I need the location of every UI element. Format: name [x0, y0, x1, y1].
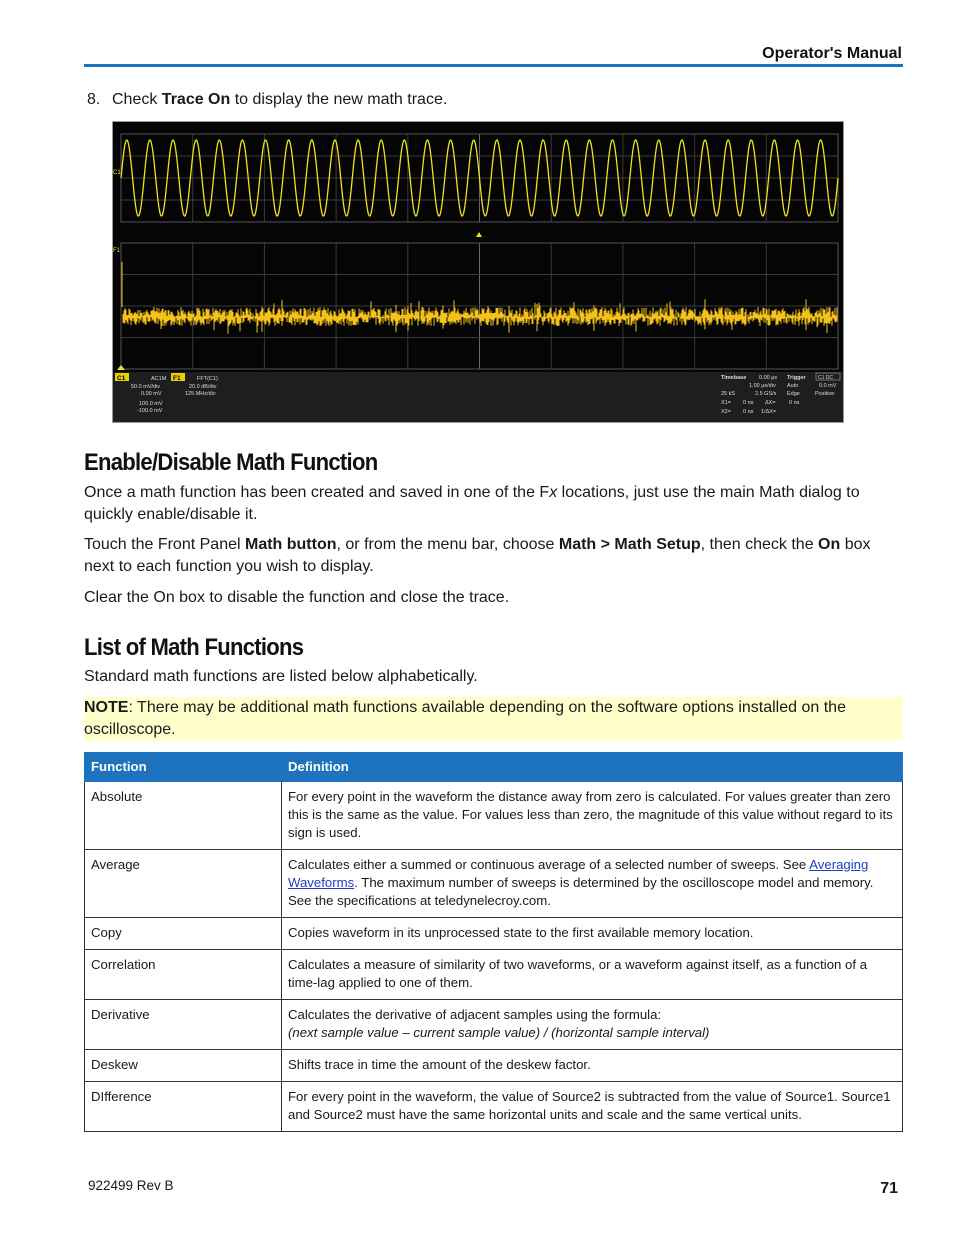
- sample-count: 25 kS: [721, 391, 736, 397]
- note-box: [84, 697, 903, 741]
- table-header-row: [85, 753, 903, 782]
- sample-rate: 2.5 GS/s: [755, 391, 777, 397]
- f1-scale: 20.0 dB/div: [189, 384, 217, 390]
- function-definition: For every point in the waveform, the value of Source2 is subtracted from the value of Source1. Source1 and Source2 must have the same horizontal units and scale and the same vertical units.: [282, 1082, 903, 1132]
- function-name: Copy: [85, 918, 282, 950]
- table-row: [85, 850, 903, 918]
- x2-value: 0 ns: [743, 409, 754, 415]
- f1-name: FFT(C1): [197, 376, 218, 382]
- section-title-enable-disable: Enable/Disable Math Function: [84, 449, 378, 476]
- c1-coupling: AC1M: [151, 376, 167, 382]
- dx-value: 0 ns: [789, 400, 800, 406]
- table-row: [85, 1050, 903, 1082]
- function-name: Deskew: [85, 1050, 282, 1082]
- paragraph-math-setup: [84, 534, 884, 578]
- f1-trace-label: F1: [113, 248, 121, 254]
- step-text-pre: Check: [112, 91, 162, 108]
- derivative-def: Calculates the derivative of adjacent samples using the formula:: [288, 1007, 662, 1022]
- section-title-list-of-math-functions: List of Math Functions: [84, 634, 304, 661]
- x1-value: 0 ns: [743, 400, 754, 406]
- f1-span: 125 MHz/div: [185, 391, 216, 397]
- dx-label: ΔX=: [765, 400, 776, 406]
- c1-scale: 50.0 mV/div: [131, 384, 161, 390]
- function-definition: Copies waveform in its unprocessed state to the first available memory location.: [282, 918, 903, 950]
- inv-dx-label: 1/ΔX=: [761, 409, 777, 415]
- p2-b: Math button: [244, 536, 337, 553]
- column-header-function: Function: [85, 753, 282, 782]
- trigger-type: Edge: [787, 391, 800, 397]
- p2-e: , then check the: [700, 536, 819, 553]
- table-row: [85, 1000, 903, 1050]
- x2-label: X2=: [721, 409, 731, 415]
- table-row: [85, 918, 903, 950]
- table-row: [85, 782, 903, 850]
- trigger-source: C1 DC: [818, 375, 834, 381]
- trigger-marker: [476, 232, 482, 237]
- p2-a: Touch the Front Panel: [84, 536, 245, 553]
- table-row: [85, 1082, 903, 1132]
- manual-title: Operator's Manual: [762, 45, 902, 62]
- derivative-formula: (next sample value – current sample value) / (horizontal sample interval): [288, 1025, 710, 1040]
- function-name: Average: [85, 850, 282, 918]
- step-number: 8.: [87, 91, 101, 108]
- timebase-label: Timebase: [721, 375, 747, 381]
- trigger-slope: Positive: [815, 391, 835, 397]
- table-row: [85, 950, 903, 1000]
- note-label: NOTE: [84, 699, 129, 716]
- function-name: Derivative: [85, 1000, 282, 1050]
- lower-grid: [121, 243, 838, 369]
- c1-offset: 0.00 mV: [141, 391, 162, 397]
- paragraph-intro: Standard math functions are listed below alphabetically.: [84, 668, 478, 685]
- oscilloscope-screenshot: [112, 121, 844, 423]
- p2-d: Math > Math Setup: [558, 536, 701, 553]
- average-def-pre: Calculates either a summed or continuous average of a selected number of sweeps. See: [288, 857, 810, 872]
- averaging-waveforms-link[interactable]: Averaging Waveforms: [288, 857, 869, 890]
- p1-italic: x: [549, 484, 558, 501]
- p1-post: locations, just use the main Math dialog to quickly enable/disable it.: [84, 484, 860, 523]
- header-rule: [84, 64, 903, 67]
- function-definition: Calculates a measure of similarity of two waveforms, or a waveform against itself, as a function of a time-lag applied to one of them.: [282, 950, 903, 1000]
- x1-label: X1=: [721, 400, 731, 406]
- timebase-div: 1.00 µs/div: [749, 383, 776, 389]
- function-name: Absolute: [85, 782, 282, 850]
- function-definition: [282, 850, 903, 918]
- paragraph-fx-locations: [84, 482, 884, 526]
- step-text-bold: Trace On: [161, 91, 231, 108]
- document-number: 922499 Rev B: [88, 1178, 174, 1193]
- trigger-level: 0.0 mV: [819, 383, 837, 389]
- function-name: DIfference: [85, 1082, 282, 1132]
- paragraph-clear-on-box: Clear the On box to disable the function and close the trace.: [84, 589, 510, 606]
- p1-pre: Once a math function has been created and saved in one of the F: [84, 484, 550, 501]
- timebase-delay: 0.00 µs: [759, 375, 778, 381]
- p2-g: box next to each function you wish to display.: [84, 536, 871, 575]
- function-name: Correlation: [85, 950, 282, 1000]
- note-text: : There may be additional math functions available depending on the software options installed on the oscilloscope.: [84, 699, 846, 738]
- average-def-post: . The maximum number of sweeps is determined by the oscilloscope model and memory. See the specifications at teledynelecroy.com.: [288, 875, 874, 908]
- trigger-mode: Auto: [787, 383, 799, 389]
- step-8: [87, 91, 447, 109]
- c1-badge: C1: [117, 375, 126, 382]
- c1-value-2: -100.0 mV: [137, 408, 163, 414]
- page-number: 71: [880, 1180, 898, 1197]
- column-header-definition: Definition: [282, 753, 903, 782]
- p2-c: , or from the menu bar, choose: [336, 536, 559, 553]
- function-definition: [282, 1000, 903, 1050]
- zero-marker: [117, 365, 125, 370]
- function-definition: For every point in the waveform the distance away from zero is calculated. For values greater than zero this is the same as the value. For values less than zero, the magnitude of this value without regard to its sign is used.: [282, 782, 903, 850]
- step-text-post: to display the new math trace.: [230, 91, 448, 108]
- p2-f: On: [818, 536, 841, 553]
- math-functions-table: [84, 752, 903, 1132]
- f1-badge: F1: [173, 375, 181, 382]
- c1-trace-label: C1: [113, 170, 121, 176]
- trigger-label: Trigger: [787, 375, 806, 381]
- c1-value-1: 100.0 mV: [139, 401, 163, 407]
- function-definition: Shifts trace in time the amount of the deskew factor.: [282, 1050, 903, 1082]
